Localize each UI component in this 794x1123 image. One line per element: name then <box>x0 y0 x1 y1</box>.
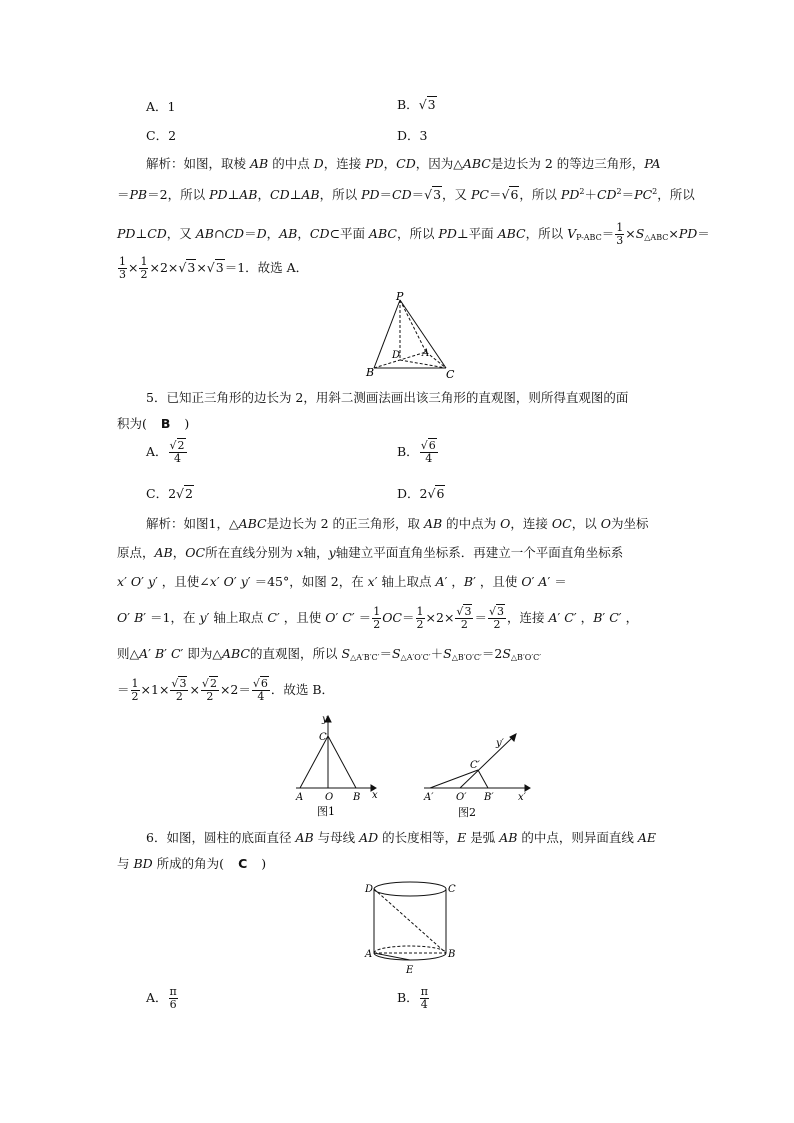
label-b-prime: B′ <box>484 792 494 803</box>
label-x-prime: x′ <box>518 792 526 803</box>
side-a-prime-c-prime <box>430 770 478 788</box>
q5-question-line2: 积为( B ) <box>117 416 190 431</box>
q4-option-d: D．3 <box>397 128 428 143</box>
q5-option-b: B． $\frac{√6}{4}$ <box>397 439 436 465</box>
figure-2-caption: 图2 <box>458 806 476 819</box>
q5-option-c: C．2√2 <box>146 486 193 501</box>
q5-analysis-line6: ＝ $\frac{1}{2}$ ×1× $\frac{√3}{2}$ × $\frac{√2}{2}$ ×2＝ $\frac{√6}{4}$ ．故选 B． <box>117 677 335 703</box>
label-a: A <box>422 348 430 359</box>
label-a: A <box>365 949 373 960</box>
label-b: B <box>366 366 375 379</box>
q4-option-b: B．√3 <box>397 97 436 112</box>
q5-question-line1: 5．已知正三角形的边长为 2，用斜二测画法画出该三角形的直观图，则所得直观图的面 <box>146 390 629 405</box>
top-ellipse <box>374 882 446 896</box>
q6-question-line2: 与 BD 所成的角为( C ) <box>117 856 267 871</box>
label-y: y <box>322 714 328 725</box>
label-b: B <box>353 792 361 803</box>
side-c-prime-b-prime <box>478 770 488 788</box>
edge-dc <box>400 360 446 368</box>
label-b: B <box>448 949 456 960</box>
segment-bd <box>374 889 446 953</box>
q4-analysis-line3: PD⊥CD，又 AB∩CD＝D，AB，CD⊂平面 ABC，所以 PD⊥平面 ABC，所以 $V_{P-ABC}=$ $\frac{1}{3}$ $\times S_{\triangle ABC}\times PD=$ <box>117 221 710 247</box>
label-c-prime: C′ <box>470 760 480 771</box>
label-e: E <box>406 965 414 976</box>
q5-option-a: A． $\frac{√2}{4}$ <box>146 439 185 465</box>
q5-analysis-line5: 则△A′ B′ C′ 即为△ABC的直观图，所以 $S_{\triangle A'B'C'}=S_{\triangle A'O'C'}+S_{\triangle B'O'C'}=2S_{\triangle B'O'C'}$ <box>117 646 542 662</box>
label-a: A <box>296 792 304 803</box>
y-prime-arrow <box>510 734 516 741</box>
label-x: x <box>372 790 378 801</box>
label-c: C <box>446 368 455 380</box>
q4-option-c: C．2 <box>146 128 177 143</box>
q5-analysis-line2: 原点，AB，OC所在直线分别为 x轴，y轴建立平面直角坐标系．再建立一个平面直角坐标系 <box>117 545 624 560</box>
label-c: C <box>448 884 456 895</box>
q5-analysis-line3: x′ O′ y′ ，且使∠x′ O′ y′ ＝45°，如图 2，在 x′ 轴上取点 A′ ，B′ ，且使 O′ A′ ＝ <box>117 574 567 589</box>
label-c: C <box>319 732 327 743</box>
q6-option-b: B． $\frac{\pi}{4}$ <box>397 985 428 1011</box>
bottom-back-arc <box>374 946 446 953</box>
label-y-prime: y′ <box>496 738 504 749</box>
q5-option-d: D．2√6 <box>397 486 445 501</box>
q5-answer: B <box>160 416 171 431</box>
label-d: D <box>365 884 374 895</box>
x-prime-arrow <box>525 785 530 791</box>
label-d: D <box>392 350 401 361</box>
edge-pa <box>400 300 426 352</box>
side-ac <box>300 736 328 788</box>
q5-analysis-line1: 解析：如图1，△ABC是边长为 2 的正三角形，取 AB 的中点为 O，连接 OC，以 O为坐标 <box>146 516 649 531</box>
q6-answer: C <box>238 856 248 871</box>
q4-option-a: A．1 <box>146 99 176 114</box>
q6-option-a: A． $\frac{\pi}{6}$ <box>146 985 177 1011</box>
q4-analysis-line1: 解析：如图，取棱 AB 的中点 D，连接 PD，CD，因为△ABC是边长为 2 的等边三角形，PA <box>146 156 661 171</box>
q4-analysis-line4: $\frac{1}{3}$ × $\frac{1}{2}$ ×2×√3×√3＝1．故选 A． <box>119 255 309 281</box>
q6-question-line1: 6．如图，圆柱的底面直径 AB 与母线 AD 的长度相等，E 是弧 AB 的中点，则异面直线 AE <box>146 830 657 845</box>
cylinder-figure <box>362 876 462 980</box>
side-cb <box>328 736 356 788</box>
label-o: O <box>325 792 334 803</box>
figure-1-caption: 图1 <box>317 805 335 818</box>
tetrahedron-figure <box>360 290 460 380</box>
bottom-front-arc <box>374 953 446 960</box>
figure-2 <box>420 728 540 820</box>
label-o-prime: O′ <box>456 792 467 803</box>
q4-analysis-line2: ＝PB＝2，所以 PD⊥AB，CD⊥AB，所以 PD＝CD＝√3，又 PC＝√6，所以 $PD^2+CD^2=PC^2$，所以 <box>117 187 695 202</box>
label-a-prime: A′ <box>424 792 434 803</box>
figure-1 <box>290 712 390 820</box>
q5-analysis-line4: O′ B′ ＝1，在 y′ 轴上取点 C′ ，且使 O′ C′ ＝ $\frac{1}{2}$ OC＝ $\frac{1}{2}$ ×2× $\frac{√3}{2}$ ＝ $\frac{√3}{2}$ ，连接 A′ C′ ，B′ C′ ， <box>117 605 639 631</box>
label-p: P <box>396 290 404 303</box>
y-prime-axis <box>460 736 514 788</box>
